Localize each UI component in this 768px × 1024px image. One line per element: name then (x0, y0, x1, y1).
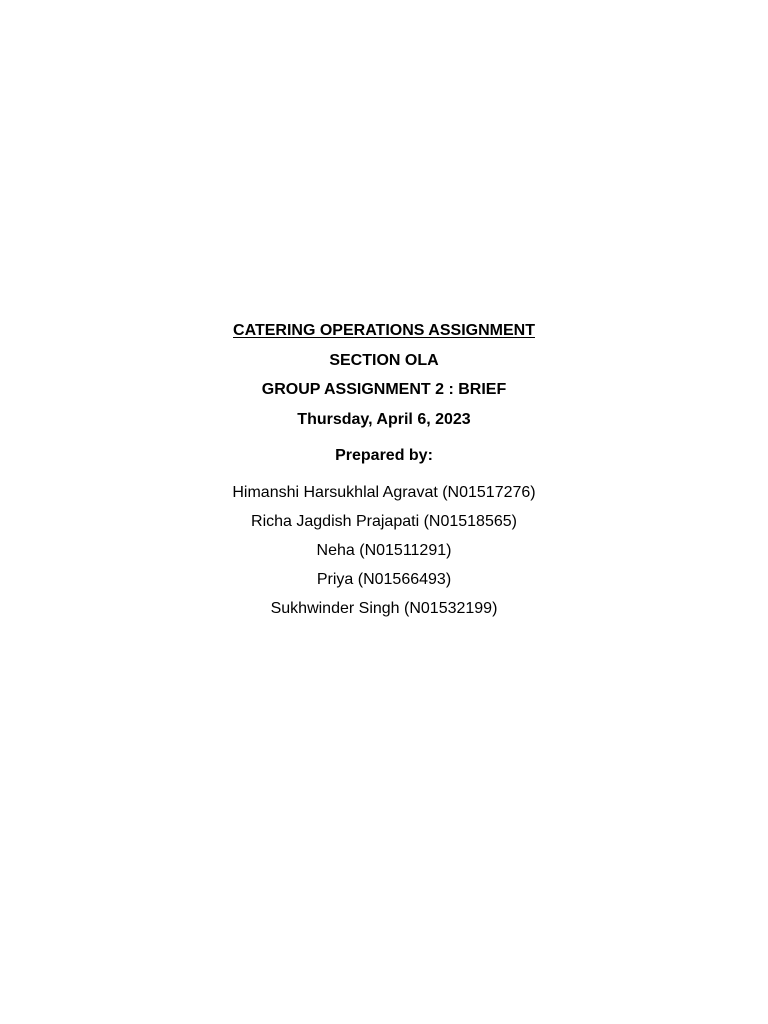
author-item: Sukhwinder Singh (N01532199) (270, 600, 498, 618)
author-list (0, 478, 768, 624)
author-item: Richa Jagdish Prajapati (N01518565) (251, 512, 517, 530)
date-heading: Thursday, April 6, 2023 (297, 410, 471, 428)
course-title: CATERING OPERATIONS ASSIGNMENT (233, 322, 535, 339)
prepared-by-label: Prepared by: (335, 447, 433, 464)
assignment-heading: GROUP ASSIGNMENT 2 : BRIEF (261, 381, 507, 398)
section-heading: SECTION OLA (329, 351, 439, 369)
author-item: Himanshi Harsukhlal Agravat (N01517276) (232, 483, 536, 501)
author-item: Priya (N01566493) (316, 571, 452, 589)
author-item: Neha (N01511291) (316, 541, 452, 559)
cover-title-block (0, 316, 768, 624)
